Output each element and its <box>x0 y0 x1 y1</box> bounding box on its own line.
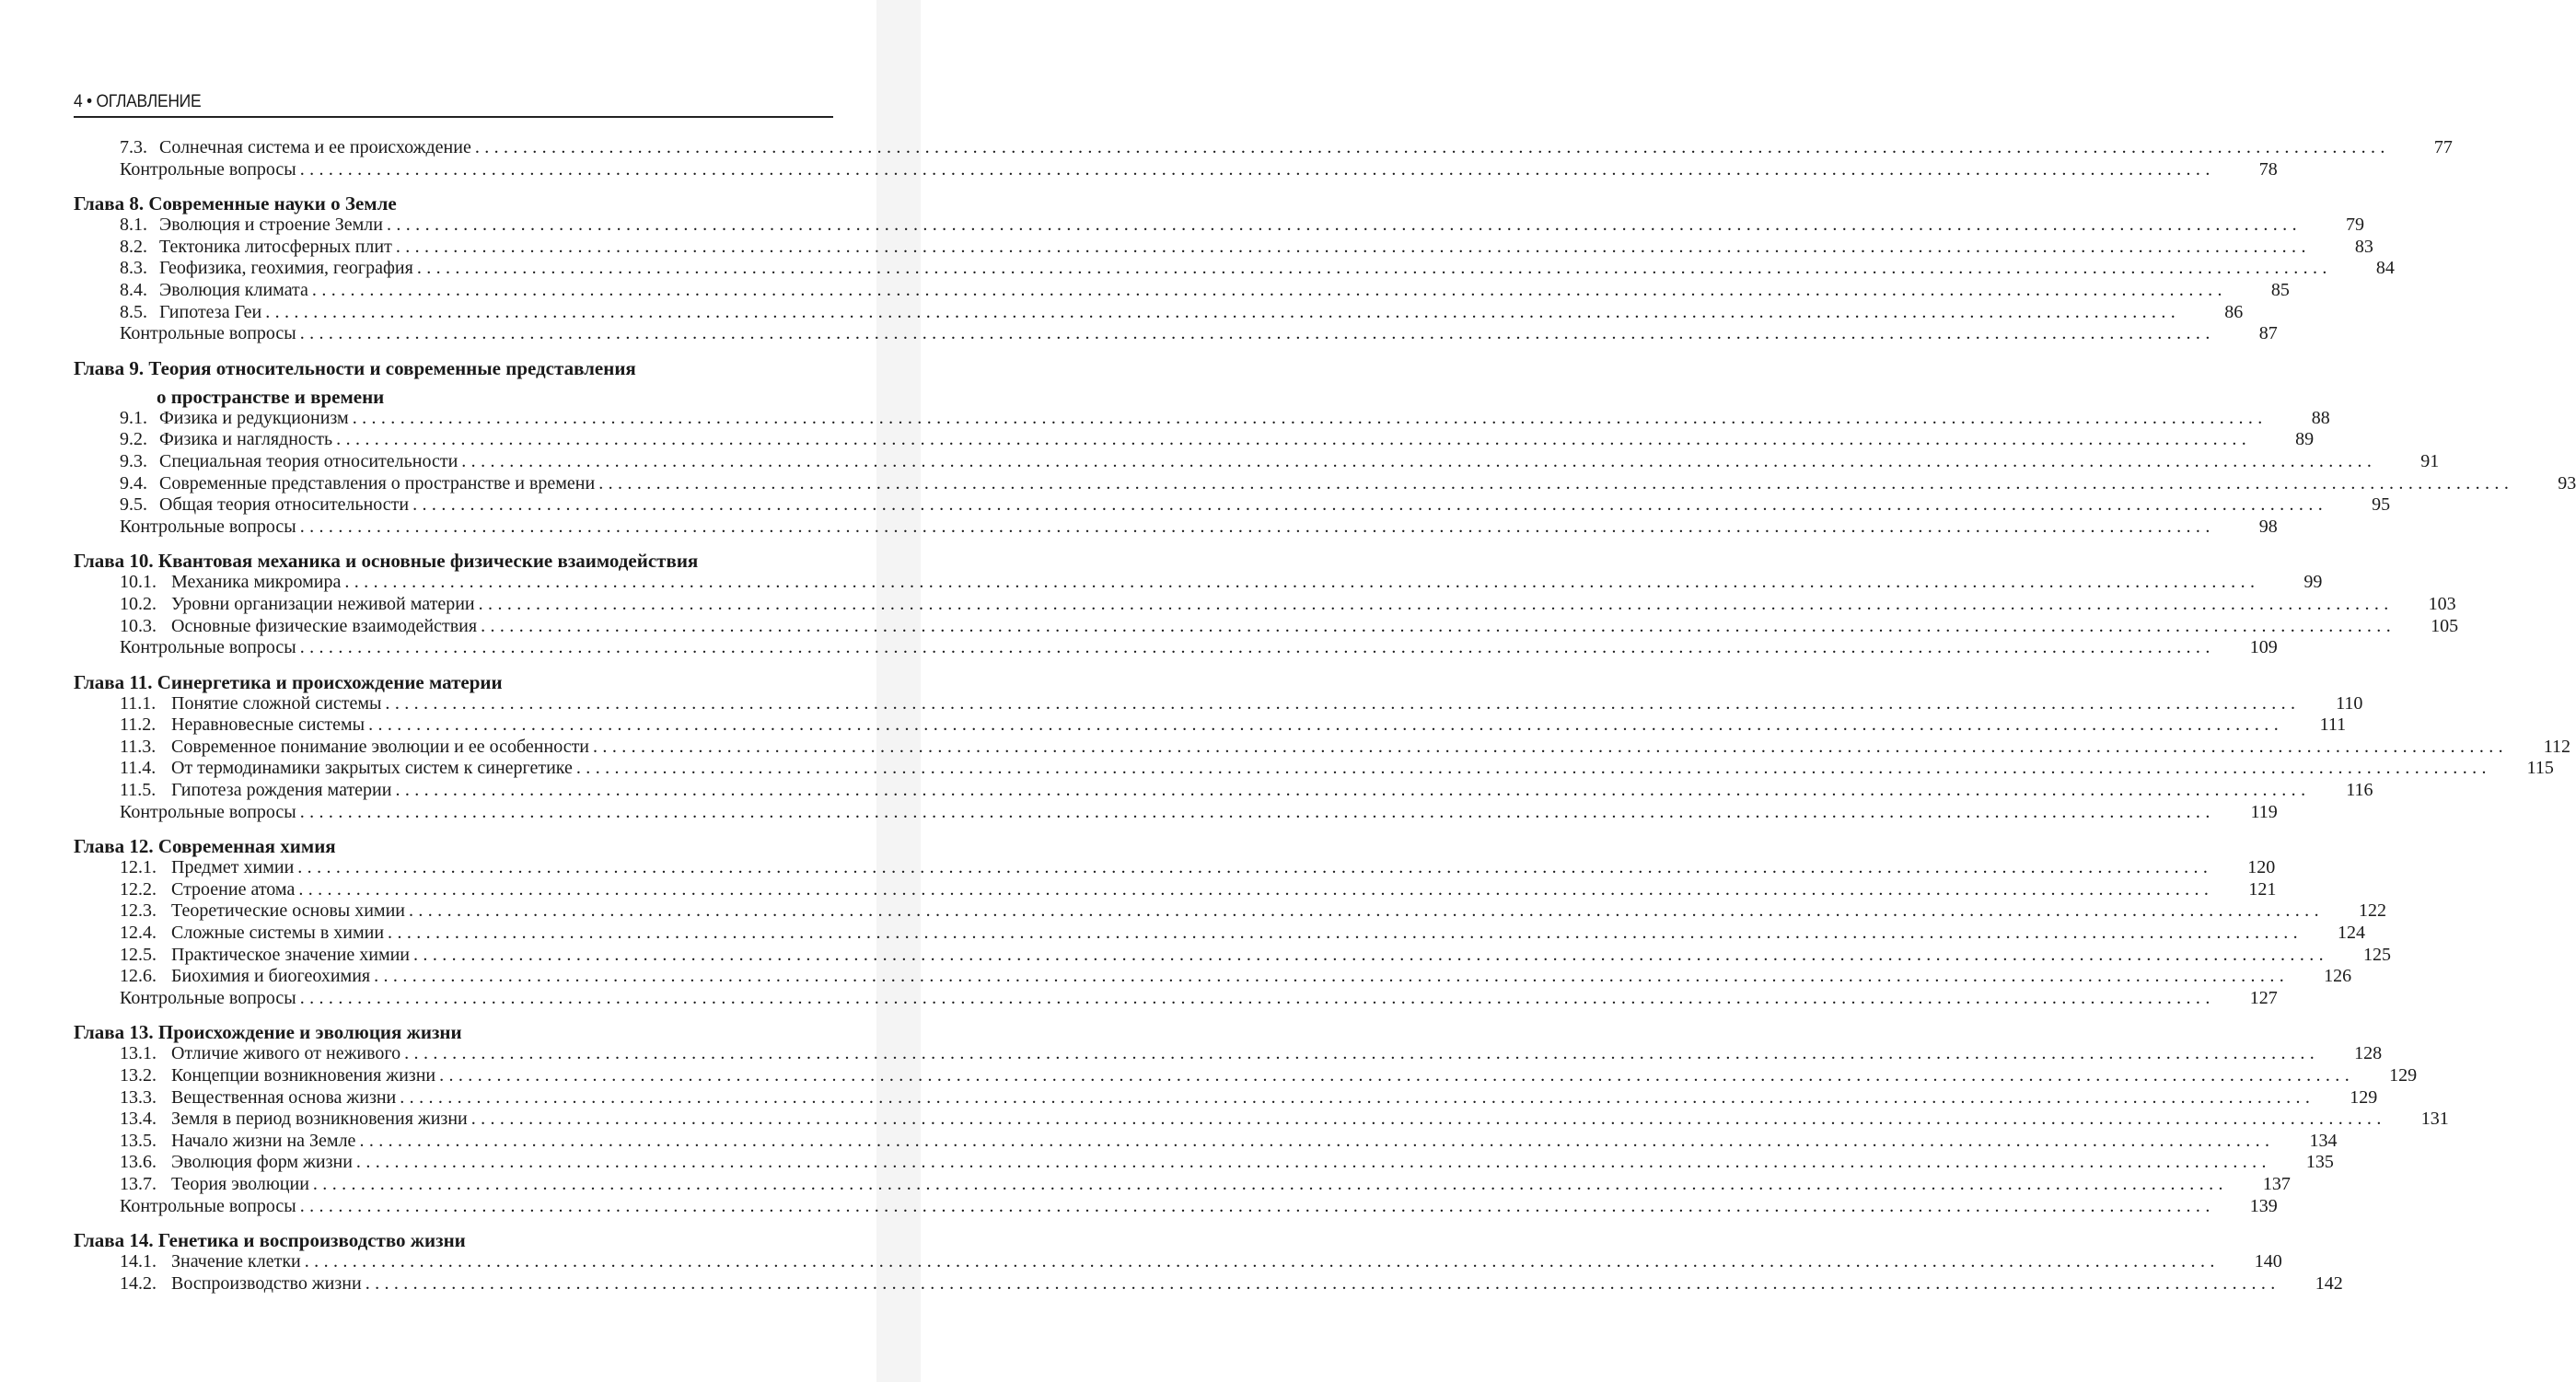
entry-title: Физика и редукционизм <box>159 407 349 428</box>
entry-page-number: 140 <box>2254 1251 2282 1272</box>
entry-title: Тектоника литосферных плит <box>159 236 392 257</box>
entry-number: 13.1. <box>120 1043 157 1064</box>
toc-entry[interactable] <box>74 1086 2378 1109</box>
chapter-heading <box>74 835 833 857</box>
entry-number: 12.4. <box>120 923 157 944</box>
entry-title: Уровни организации неживой материи <box>171 593 475 614</box>
dot-leader: ........................................................................................................................................................................................................ <box>265 301 2181 322</box>
toc-entry[interactable] <box>74 279 2290 302</box>
toc-entry[interactable] <box>74 215 2364 237</box>
dot-leader: ........................................................................................................................................................................................................ <box>352 407 2268 428</box>
entry-page-number: 112 <box>2543 736 2571 757</box>
entry-number: 13.3. <box>120 1086 157 1108</box>
toc-entry[interactable] <box>74 692 2363 715</box>
chapter-heading <box>74 671 833 693</box>
entry-title: Контрольные вопросы <box>120 1195 296 1216</box>
entry-title: Неравновесные системы <box>171 714 366 736</box>
entry-title: Теоретические основы химии <box>171 900 405 922</box>
chapter-title: Глава 8. Современные науки о Земле <box>74 192 397 215</box>
toc-entry[interactable] <box>74 1272 2343 1295</box>
entry-number: 12.5. <box>120 944 157 965</box>
entry-title: Контрольные вопросы <box>120 158 296 180</box>
entry-page-number: 103 <box>2428 593 2456 614</box>
toc-entry[interactable] <box>74 758 2554 780</box>
toc-entry[interactable] <box>74 1173 2291 1196</box>
entry-number: 14.2. <box>120 1272 157 1294</box>
toc-entry[interactable] <box>74 407 2330 430</box>
toc-entry[interactable] <box>74 593 2456 616</box>
entry-title: Понятие сложной системы <box>171 692 382 714</box>
header-text: 4 • ОГЛАВЛЕНИЕ <box>74 92 202 111</box>
entry-page-number: 120 <box>2247 857 2276 878</box>
entry-number: 11.4. <box>120 758 157 779</box>
toc-entry[interactable] <box>74 878 2277 901</box>
dot-leader: ........................................................................................................................................................................................................ <box>416 258 2332 279</box>
entry-title: Сложные системы в химии <box>171 923 385 944</box>
toc-entry[interactable] <box>74 714 2347 737</box>
dot-leader: ........................................................................................................................................................................................................ <box>368 714 2284 736</box>
entry-page-number: 98 <box>2258 516 2278 537</box>
entry-number: 13.2. <box>120 1065 157 1086</box>
entry-number: 13.4. <box>120 1109 157 1130</box>
dot-leader: ........................................................................................................................................................................................................ <box>355 1152 2271 1173</box>
entry-title: Контрольные вопросы <box>120 516 296 537</box>
dot-leader: ........................................................................................................................................................................................................ <box>304 1251 2220 1272</box>
entry-page-number: 139 <box>2249 1195 2278 1216</box>
entry-title: Предмет химии <box>171 857 295 878</box>
toc-entry[interactable] <box>74 966 2352 988</box>
dot-leader: ........................................................................................................................................................................................................ <box>400 1086 2315 1108</box>
entry-number: 12.1. <box>120 857 157 878</box>
entry-title: Физика и наглядность <box>159 429 333 450</box>
entry-number: 8.4. <box>120 279 147 300</box>
toc-entry[interactable] <box>74 1065 2418 1087</box>
chapter-heading <box>74 192 833 215</box>
dot-leader: ........................................................................................................................................................................................................ <box>311 279 2227 300</box>
toc-entry[interactable] <box>74 857 2276 879</box>
toc-entry[interactable] <box>74 1251 2282 1273</box>
toc-entry[interactable] <box>74 472 2576 495</box>
entry-title: От термодинамики закрытых систем к синергетике <box>171 758 573 779</box>
entry-title: Эволюция климата <box>159 279 308 300</box>
dot-leader: ........................................................................................................................................................................................................ <box>439 1065 2355 1086</box>
entry-number: 9.3. <box>120 450 147 471</box>
dot-leader: ........................................................................................................................................................................................................ <box>299 987 2215 1008</box>
entry-page-number: 105 <box>2431 615 2459 636</box>
dot-leader: ........................................................................................................................................................................................................ <box>298 878 2214 900</box>
entry-title: Механика микромира <box>171 572 342 593</box>
entry-page-number: 111 <box>2319 714 2347 736</box>
chapter-title: Глава 9. Теория относительности и современные представления <box>74 356 636 379</box>
chapter-heading <box>74 1021 833 1043</box>
entry-number: 8.1. <box>120 215 147 236</box>
entry-title: Общая теория относительности <box>159 494 410 516</box>
dot-leader: ........................................................................................................................................................................................................ <box>395 780 2311 801</box>
entry-title: Контрольные вопросы <box>120 987 296 1008</box>
entry-number: 8.2. <box>120 236 147 257</box>
entry-page-number: 77 <box>2433 137 2453 157</box>
dot-leader: ........................................................................................................................................................................................................ <box>470 1109 2386 1130</box>
toc-entry[interactable] <box>74 1130 2338 1153</box>
toc-entry[interactable] <box>74 137 2453 159</box>
entry-title: Начало жизни на Земле <box>171 1130 356 1151</box>
dot-leader: ........................................................................................................................................................................................................ <box>404 1043 2320 1064</box>
dot-leader: ........................................................................................................................................................................................................ <box>474 137 2390 157</box>
entry-number: 12.6. <box>120 966 157 987</box>
toc-entry[interactable] <box>74 615 2459 638</box>
entry-page-number: 89 <box>2295 429 2315 450</box>
entry-page-number: 126 <box>2324 966 2352 987</box>
toc-entry[interactable] <box>74 450 2440 473</box>
dot-leader: ........................................................................................................................................................................................................ <box>299 1195 2215 1216</box>
toc-entry[interactable] <box>74 1109 2449 1131</box>
dot-leader: ........................................................................................................................................................................................................ <box>299 637 2215 658</box>
entry-title: Строение атома <box>171 878 296 900</box>
entry-page-number: 137 <box>2262 1173 2291 1194</box>
entry-title: Современное понимание эволюции и ее особенности <box>171 736 590 757</box>
dot-leader: ........................................................................................................................................................................................................ <box>593 736 2509 757</box>
entry-title: Специальная теория относительности <box>159 450 458 471</box>
entry-number: 11.1. <box>120 692 157 714</box>
dot-leader: ........................................................................................................................................................................................................ <box>312 1173 2228 1194</box>
dot-leader: ........................................................................................................................................................................................................ <box>297 857 2213 878</box>
entry-title: Теория эволюции <box>171 1173 309 1194</box>
entry-page-number: 121 <box>2248 878 2277 900</box>
entry-page-number: 119 <box>2250 801 2278 822</box>
entry-title: Контрольные вопросы <box>120 801 296 822</box>
chapter-title: Глава 13. Происхождение и эволюция жизни <box>74 1021 462 1044</box>
entry-page-number: 116 <box>2346 780 2373 801</box>
entry-number: 12.3. <box>120 900 157 922</box>
dot-leader: ........................................................................................................................................................................................................ <box>408 900 2324 922</box>
entry-page-number: 142 <box>2315 1272 2343 1294</box>
toc-entry[interactable] <box>74 637 2278 659</box>
entry-number: 12.2. <box>120 878 157 900</box>
entry-title: Солнечная система и ее происхождение <box>159 137 471 157</box>
entry-page-number: 79 <box>2345 215 2364 236</box>
entry-number: 13.6. <box>120 1152 157 1173</box>
entry-title: Геофизика, геохимия, география <box>159 258 413 279</box>
dot-leader: ........................................................................................................................................................................................................ <box>299 801 2215 822</box>
toc-entry[interactable] <box>74 236 2373 259</box>
entry-number: 9.5. <box>120 494 147 516</box>
entry-page-number: 86 <box>2224 301 2244 322</box>
entry-page-number: 131 <box>2420 1109 2449 1130</box>
dot-leader: ........................................................................................................................................................................................................ <box>344 572 2260 593</box>
toc-entry[interactable] <box>74 572 2323 594</box>
dot-leader: ........................................................................................................................................................................................................ <box>461 450 2377 471</box>
table-of-contents <box>74 137 2576 1295</box>
entry-number: 11.3. <box>120 736 157 757</box>
dot-leader: ........................................................................................................................................................................................................ <box>299 516 2215 537</box>
entry-number: 9.4. <box>120 472 147 494</box>
entry-page-number: 83 <box>2354 236 2373 257</box>
toc-entry[interactable] <box>74 1152 2334 1174</box>
chapter-heading <box>74 1229 833 1251</box>
toc-entry[interactable] <box>74 323 2278 345</box>
toc-entry[interactable] <box>74 1043 2383 1065</box>
entry-number: 7.3. <box>120 137 147 157</box>
entry-number: 8.5. <box>120 301 147 322</box>
entry-page-number: 84 <box>2375 258 2395 279</box>
entry-title: Вещественная основа жизни <box>171 1086 397 1108</box>
toc-entry[interactable] <box>74 516 2278 539</box>
entry-page-number: 129 <box>2350 1086 2378 1108</box>
entry-title: Значение клетки <box>171 1251 301 1272</box>
entry-page-number: 88 <box>2311 407 2330 428</box>
toc-entry[interactable] <box>74 780 2373 802</box>
dot-leader: ........................................................................................................................................................................................................ <box>575 758 2491 779</box>
entry-number: 14.1. <box>120 1251 157 1272</box>
entry-page-number: 129 <box>2389 1065 2418 1086</box>
entry-page-number: 124 <box>2338 923 2366 944</box>
toc-entry[interactable] <box>74 494 2391 517</box>
dot-leader: ........................................................................................................................................................................................................ <box>413 944 2329 965</box>
chapter-title-continued: о пространстве и времени <box>157 385 385 408</box>
entry-title: Эволюция и строение Земли <box>159 215 383 236</box>
entry-page-number: 135 <box>2305 1152 2334 1173</box>
dot-leader: ........................................................................................................................................................................................................ <box>359 1130 2275 1151</box>
dot-leader: ........................................................................................................................................................................................................ <box>386 215 2302 236</box>
chapter-title: Глава 10. Квантовая механика и основные физические взаимодействия <box>74 550 699 573</box>
entry-title: Гипотеза рождения материи <box>171 780 392 801</box>
entry-page-number: 109 <box>2249 637 2278 658</box>
toc-entry[interactable] <box>74 736 2571 759</box>
toc-entry[interactable] <box>74 301 2244 324</box>
entry-number: 8.3. <box>120 258 147 279</box>
entry-page-number: 127 <box>2249 987 2278 1008</box>
running-header <box>74 92 833 112</box>
entry-page-number: 85 <box>2270 279 2290 300</box>
dot-leader: ........................................................................................................................................................................................................ <box>336 429 2252 450</box>
entry-number: 10.3. <box>120 615 157 636</box>
entry-page-number: 128 <box>2354 1043 2383 1064</box>
chapter-title: Глава 12. Современная химия <box>74 835 336 858</box>
entry-title: Эволюция форм жизни <box>171 1152 353 1173</box>
entry-title: Контрольные вопросы <box>120 323 296 344</box>
entry-number: 11.5. <box>120 780 157 801</box>
toc-entry[interactable] <box>74 801 2278 824</box>
entry-number: 9.1. <box>120 407 147 428</box>
toc-entry[interactable] <box>74 429 2315 451</box>
entry-title: Биохимия и биогеохимия <box>171 966 371 987</box>
entry-page-number: 91 <box>2420 450 2440 471</box>
entry-page-number: 122 <box>2358 900 2386 922</box>
dot-leader: ........................................................................................................................................................................................................ <box>374 966 2290 987</box>
entry-page-number: 78 <box>2258 158 2278 180</box>
entry-page-number: 115 <box>2526 758 2554 779</box>
dot-leader: ........................................................................................................................................................................................................ <box>481 615 2396 636</box>
dot-leader: ........................................................................................................................................................................................................ <box>598 472 2514 494</box>
entry-number: 9.2. <box>120 429 147 450</box>
entry-number: 11.2. <box>120 714 157 736</box>
entry-title: Современные представления о пространстве и времени <box>159 472 596 494</box>
entry-number: 13.5. <box>120 1130 157 1151</box>
dot-leader: ........................................................................................................................................................................................................ <box>412 494 2328 516</box>
dot-leader: ........................................................................................................................................................................................................ <box>299 323 2215 344</box>
dot-leader: ........................................................................................................................................................................................................ <box>478 593 2394 614</box>
entry-page-number: 110 <box>2336 692 2363 714</box>
entry-title: Основные физические взаимодействия <box>171 615 478 636</box>
dot-leader: ........................................................................................................................................................................................................ <box>365 1272 2280 1294</box>
chapter-heading <box>74 357 833 408</box>
entry-number: 13.7. <box>120 1173 157 1194</box>
chapter-heading <box>74 550 833 572</box>
entry-page-number: 99 <box>2303 572 2323 593</box>
header-rule <box>74 116 833 118</box>
entry-number: 10.1. <box>120 572 157 593</box>
toc-entry[interactable] <box>74 900 2386 923</box>
entry-title: Гипотеза Геи <box>159 301 262 322</box>
dot-leader: ........................................................................................................................................................................................................ <box>388 923 2303 944</box>
entry-title: Концепции возникновения жизни <box>171 1065 436 1086</box>
chapter-title: Глава 11. Синергетика и происхождение материи <box>74 670 503 693</box>
entry-title: Контрольные вопросы <box>120 637 296 658</box>
dot-leader: ........................................................................................................................................................................................................ <box>385 692 2301 714</box>
entry-number: 10.2. <box>120 593 157 614</box>
toc-entry[interactable] <box>74 158 2278 181</box>
entry-page-number: 87 <box>2258 323 2278 344</box>
toc-entry[interactable] <box>74 1195 2278 1218</box>
entry-title: Отличие живого от неживого <box>171 1043 401 1064</box>
entry-title: Земля в период возникновения жизни <box>171 1109 468 1130</box>
entry-page-number: 125 <box>2363 944 2392 965</box>
entry-page-number: 95 <box>2372 494 2391 516</box>
entry-page-number: 93 <box>2558 472 2576 494</box>
toc-entry[interactable] <box>74 987 2278 1010</box>
dot-leader: ........................................................................................................................................................................................................ <box>395 236 2311 257</box>
entry-title: Воспроизводство жизни <box>171 1272 362 1294</box>
toc-entry[interactable] <box>74 944 2392 967</box>
chapter-title: Глава 14. Генетика и воспроизводство жизни <box>74 1229 466 1252</box>
toc-entry[interactable] <box>74 258 2395 280</box>
dot-leader: ........................................................................................................................................................................................................ <box>299 158 2215 180</box>
toc-entry[interactable] <box>74 923 2366 945</box>
entry-title: Практическое значение химии <box>171 944 411 965</box>
entry-page-number: 134 <box>2309 1130 2338 1151</box>
